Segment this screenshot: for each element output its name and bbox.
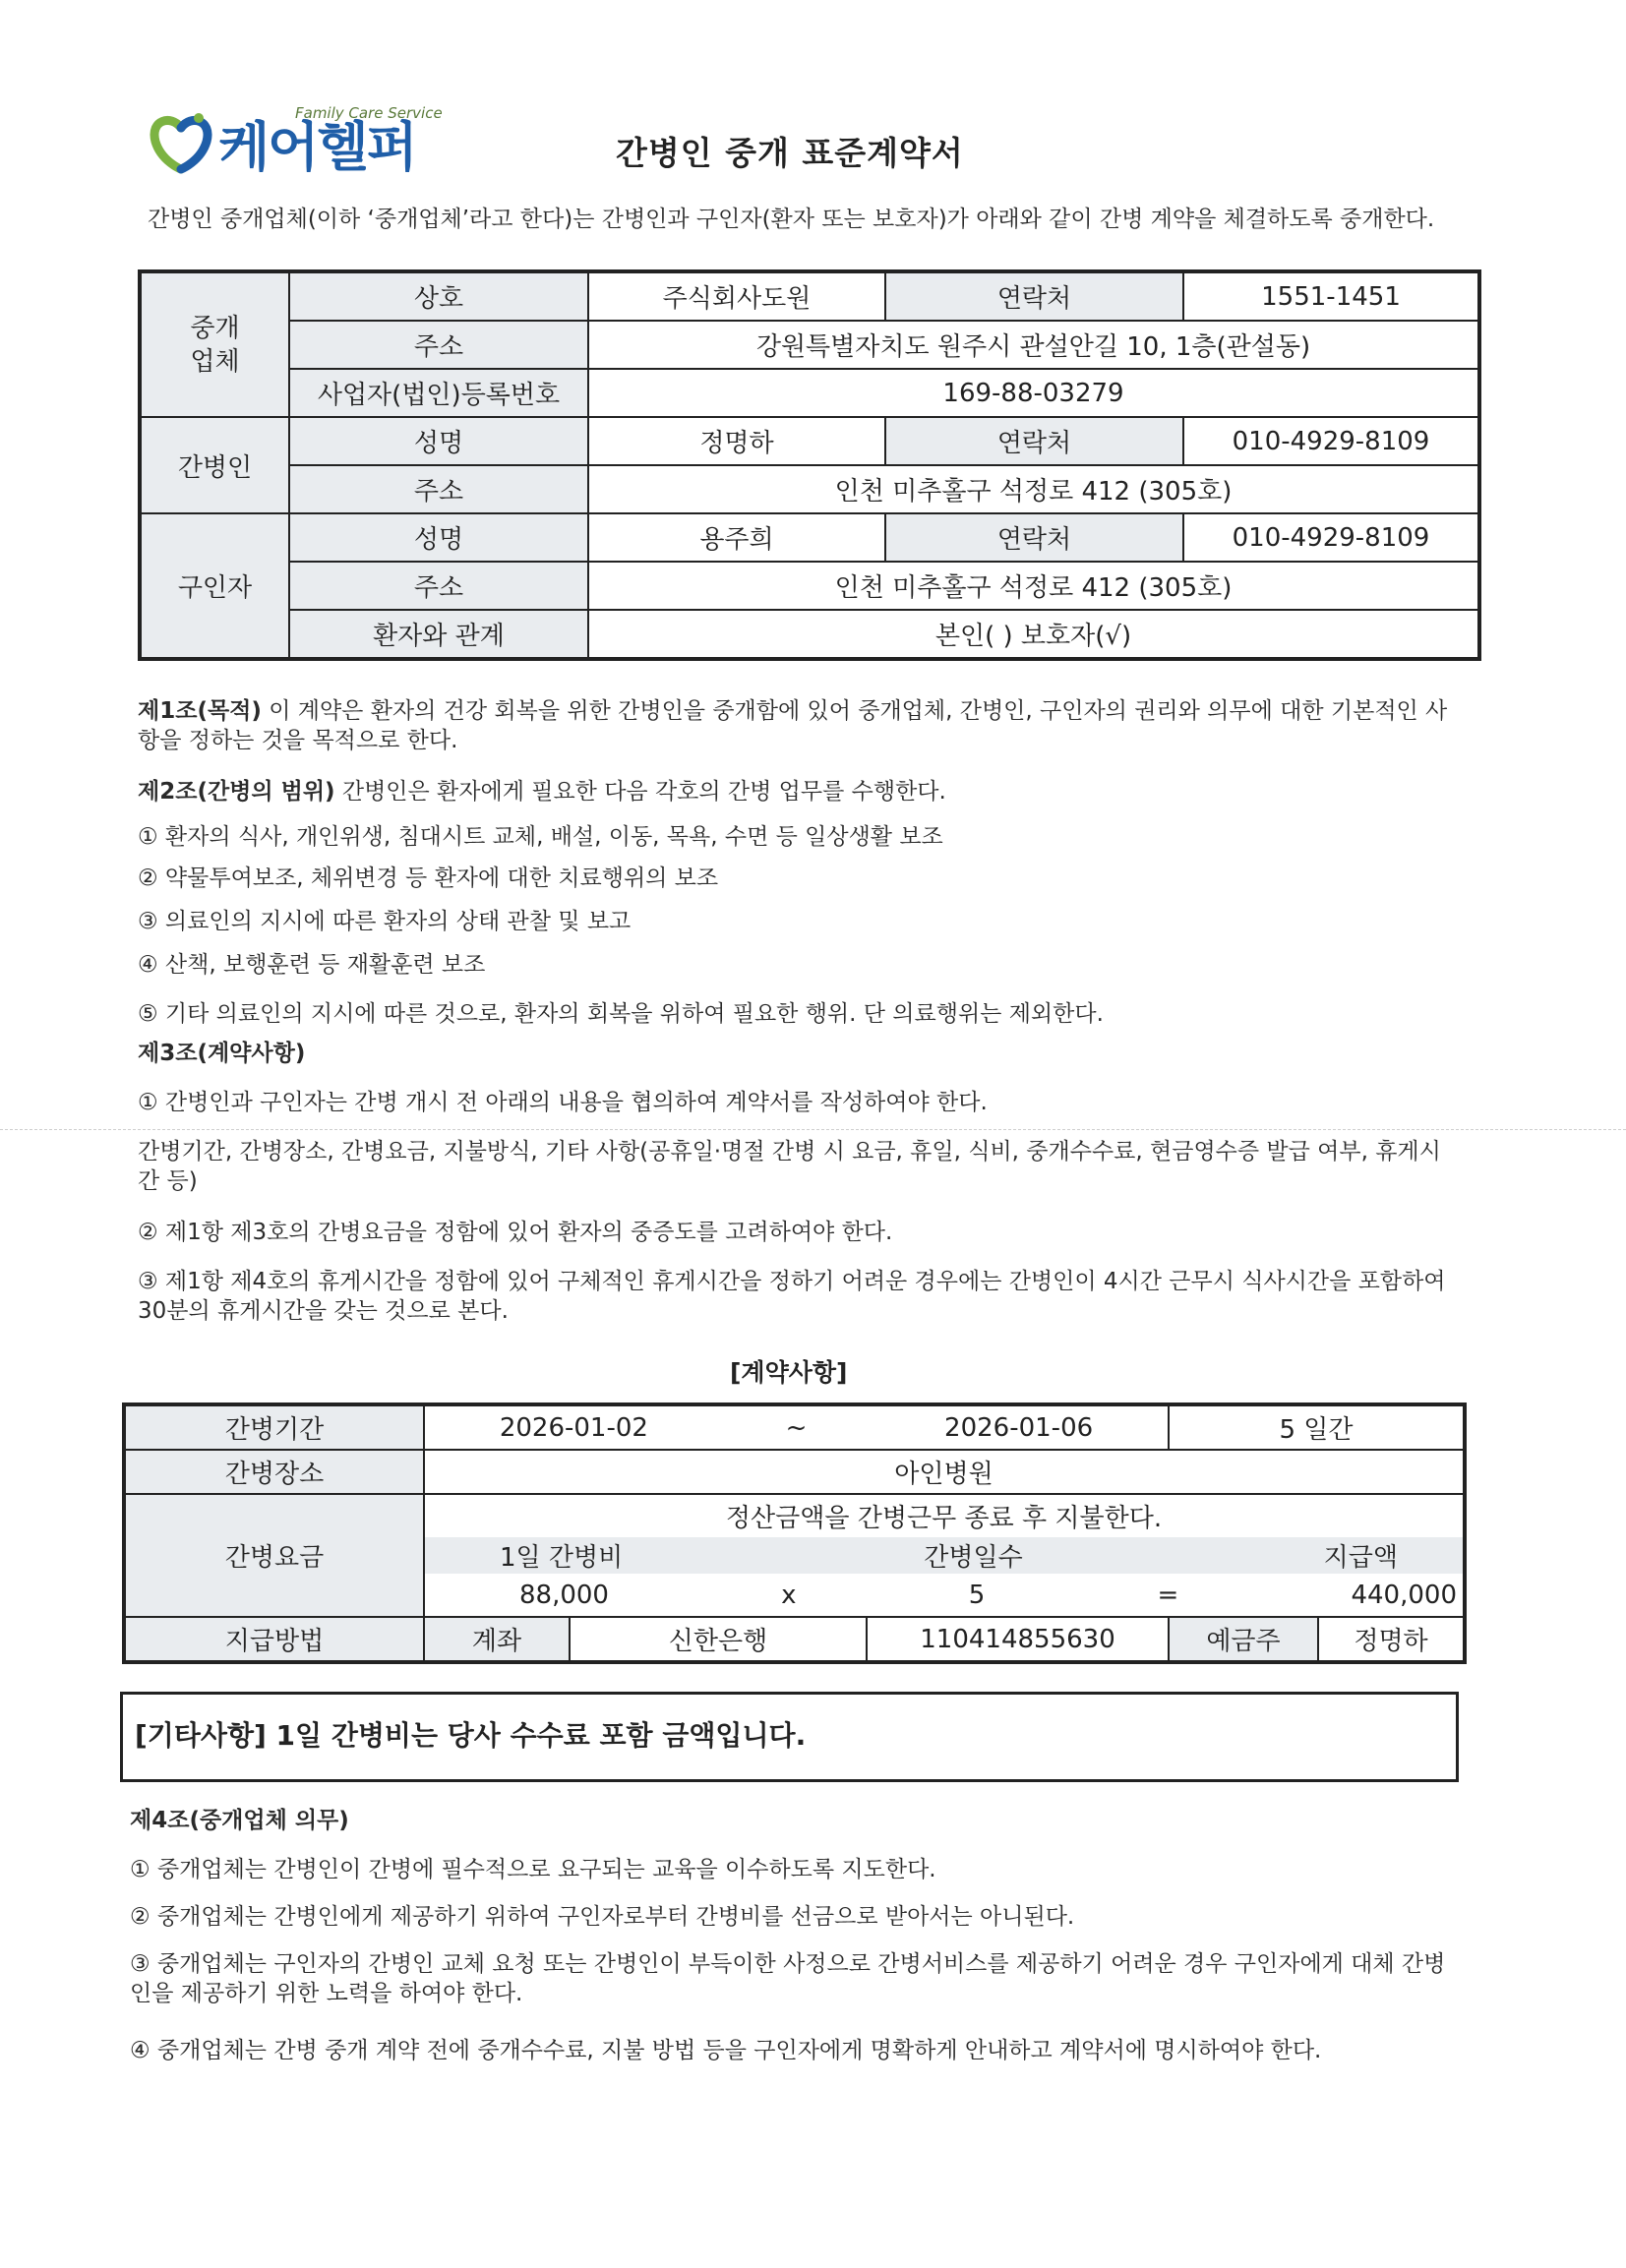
period-end: 2026-01-06 — [944, 1412, 1094, 1443]
table-row — [140, 562, 1479, 610]
caregiver-contact-label: 연락처 — [885, 417, 1183, 465]
agency-reg-value: 169-88-03279 — [588, 369, 1479, 417]
client-address-label: 주소 — [289, 562, 588, 610]
caregiver-group-label: 간병인 — [140, 417, 289, 513]
article-4-item: ② 중개업체는 간병인에게 제공하기 위하여 구인자로부터 간병비를 선금으로 받아서는 아니된다. — [130, 1904, 1075, 1930]
table-row — [124, 1494, 1465, 1537]
total-value: 440,000 — [1351, 1580, 1457, 1610]
period-start: 2026-01-02 — [499, 1412, 648, 1443]
period-range — [424, 1404, 1169, 1450]
caregiver-name-value: 정명하 — [588, 417, 885, 465]
table-row — [140, 417, 1479, 465]
agency-address-value: 강원특별자치도 원주시 관설안길 10, 1층(관설동) — [588, 321, 1479, 369]
days-label: 간병일수 — [924, 1543, 1023, 1573]
period-label: 간병기간 — [124, 1404, 424, 1450]
fee-label: 간병요금 — [124, 1494, 424, 1617]
caregiver-name-label: 성명 — [289, 417, 588, 465]
parties-table — [138, 269, 1481, 661]
holder-name: 정명하 — [1318, 1617, 1465, 1662]
article-2-intro — [138, 777, 1475, 806]
table-row — [140, 465, 1479, 513]
times-sign: x — [781, 1580, 797, 1610]
article-3-item: ③ 제1항 제4호의 휴게시간을 정함에 있어 구체적인 휴게시간을 정하기 어려운 경우에는 간병인이 4시간 근무시 식사시간을 포함하여 30분의 휴게시간을 갖는 것으로 본다. — [138, 1269, 1446, 1324]
heart-swirl-logo-icon — [146, 110, 216, 181]
logo-tagline: Family Care Service — [295, 104, 443, 122]
fee-header-row — [424, 1537, 1465, 1574]
daily-fee-label: 1일 간병비 — [500, 1543, 624, 1573]
caregiver-address-value: 인천 미추홀구 석정로 412 (305호) — [588, 465, 1479, 513]
period-separator: ~ — [785, 1412, 808, 1443]
article-4-item: ③ 중개업체는 구인자의 간병인 교체 요청 또는 간병인이 부득이한 사정으로 간병서비스를 제공하기 어려운 경우 구인자에게 대체 간병인을 제공하기 위한 노력을 하여야 한다. — [130, 1951, 1446, 2006]
table-row — [140, 271, 1479, 321]
place-label: 간병장소 — [124, 1450, 424, 1494]
client-relation-label: 환자와 관계 — [289, 610, 588, 659]
client-name-value: 용주희 — [588, 513, 885, 562]
client-contact-value: 010-4929-8109 — [1183, 513, 1479, 562]
article-2-item: ⑤ 기타 의료인의 지시에 따른 것으로, 환자의 회복을 위하여 필요한 행위. 단 의료행위는 제외한다. — [138, 1001, 1104, 1027]
other-note-box: [기타사항] 1일 간병비는 당사 수수료 포함 금액입니다. — [120, 1692, 1459, 1782]
contract-subtitle: [계약사항] — [730, 1358, 848, 1387]
article-1-text: 이 계약은 환자의 건강 회복을 위한 간병인을 중개함에 있어 중개업체, 간병인, 구인자의 권리와 의무에 대한 기본적인 사항을 정하는 것을 목적으로 한다. — [138, 698, 1448, 753]
payment-label: 지급방법 — [124, 1617, 424, 1662]
fee-note: 정산금액을 간병근무 종료 후 지불한다. — [424, 1494, 1465, 1537]
place-value: 아인병원 — [424, 1450, 1465, 1494]
agency-reg-label: 사업자(법인)등록번호 — [289, 369, 588, 417]
caregiver-contact-value: 010-4929-8109 — [1183, 417, 1479, 465]
article-1 — [138, 696, 1456, 755]
client-group-label: 구인자 — [140, 513, 289, 659]
article-2-heading: 제2조(간병의 범위) — [138, 779, 335, 805]
article-2-item: ④ 산책, 보행훈련 등 재활훈련 보조 — [138, 952, 486, 978]
fee-values-row — [424, 1574, 1465, 1617]
fold-line — [0, 1129, 1626, 1130]
table-row — [140, 610, 1479, 659]
table-row — [124, 1450, 1465, 1494]
agency-contact-label: 연락처 — [885, 271, 1183, 321]
contract-terms-table — [122, 1403, 1467, 1664]
holder-label: 예금주 — [1169, 1617, 1318, 1662]
table-row — [140, 369, 1479, 417]
article-2-text: 간병인은 환자에게 필요한 다음 각호의 간병 업무를 수행한다. — [334, 779, 946, 805]
article-3-item: ② 제1항 제3호의 간병요금을 정함에 있어 환자의 중증도를 고려하여야 한다. — [138, 1220, 893, 1245]
days-value: 5 — [968, 1580, 986, 1610]
article-4-heading: 제4조(중개업체 의무) — [130, 1808, 349, 1833]
table-row — [124, 1617, 1465, 1662]
total-label: 지급액 — [1323, 1543, 1399, 1573]
equals-sign: = — [1157, 1580, 1179, 1610]
article-2-item: ② 약물투여보조, 체위변경 등 환자에 대한 치료행위의 보조 — [138, 865, 719, 891]
agency-group-label: 중개 업체 — [140, 271, 289, 417]
table-row — [124, 1404, 1465, 1450]
table-row — [140, 321, 1479, 369]
period-days: 5 일간 — [1169, 1404, 1465, 1450]
article-4-item: ④ 중개업체는 간병 중개 계약 전에 중개수수료, 지불 방법 등을 구인자에게 명확하게 안내하고 계약서에 명시하여야 한다. — [130, 2038, 1322, 2063]
agency-contact-value: 1551-1451 — [1183, 271, 1479, 321]
caregiver-address-label: 주소 — [289, 465, 588, 513]
payment-type: 계좌 — [424, 1617, 570, 1662]
client-name-label: 성명 — [289, 513, 588, 562]
intro-paragraph: 간병인 중개업체(이하 ‘중개업체’라고 한다)는 간병인과 구인자(환자 또는 보호자)가 아래와 같이 간병 계약을 체결하도록 중개한다. — [148, 207, 1435, 232]
logo-name: 케어헬퍼 — [218, 116, 416, 178]
article-2-item: ③ 의료인의 지시에 따른 환자의 상태 관찰 및 보고 — [138, 909, 632, 934]
article-4-item: ① 중개업체는 간병인이 간병에 필수적으로 요구되는 교육을 이수하도록 지도한다. — [130, 1857, 936, 1882]
account-number: 110414855630 — [867, 1617, 1169, 1662]
article-1-heading: 제1조(목적) — [138, 698, 262, 724]
company-logo — [146, 104, 451, 183]
article-3-item-detail: 간병기간, 간병장소, 간병요금, 지불방식, 기타 사항(공휴일·명절 간병 시 요금, 휴일, 식비, 중개수수료, 현금영수증 발급 여부, 휴게시간 등) — [138, 1139, 1441, 1194]
document-title: 간병인 중개 표준계약서 — [616, 134, 964, 172]
table-row — [140, 513, 1479, 562]
agency-name-value: 주식회사도원 — [588, 271, 885, 321]
bank-name: 신한은행 — [570, 1617, 867, 1662]
agency-name-label: 상호 — [289, 271, 588, 321]
client-contact-label: 연락처 — [885, 513, 1183, 562]
daily-fee-value: 88,000 — [519, 1580, 609, 1610]
article-3-item: ① 간병인과 구인자는 간병 개시 전 아래의 내용을 협의하여 계약서를 작성하여야 한다. — [138, 1090, 988, 1115]
article-2-item: ① 환자의 식사, 개인위생, 침대시트 교체, 배설, 이동, 목욕, 수면 등 일상생활 보조 — [138, 824, 943, 850]
client-address-value: 인천 미추홀구 석정로 412 (305호) — [588, 562, 1479, 610]
client-relation-value: 본인( ) 보호자(√) — [588, 610, 1479, 659]
agency-address-label: 주소 — [289, 321, 588, 369]
article-3-heading: 제3조(계약사항) — [138, 1041, 306, 1066]
